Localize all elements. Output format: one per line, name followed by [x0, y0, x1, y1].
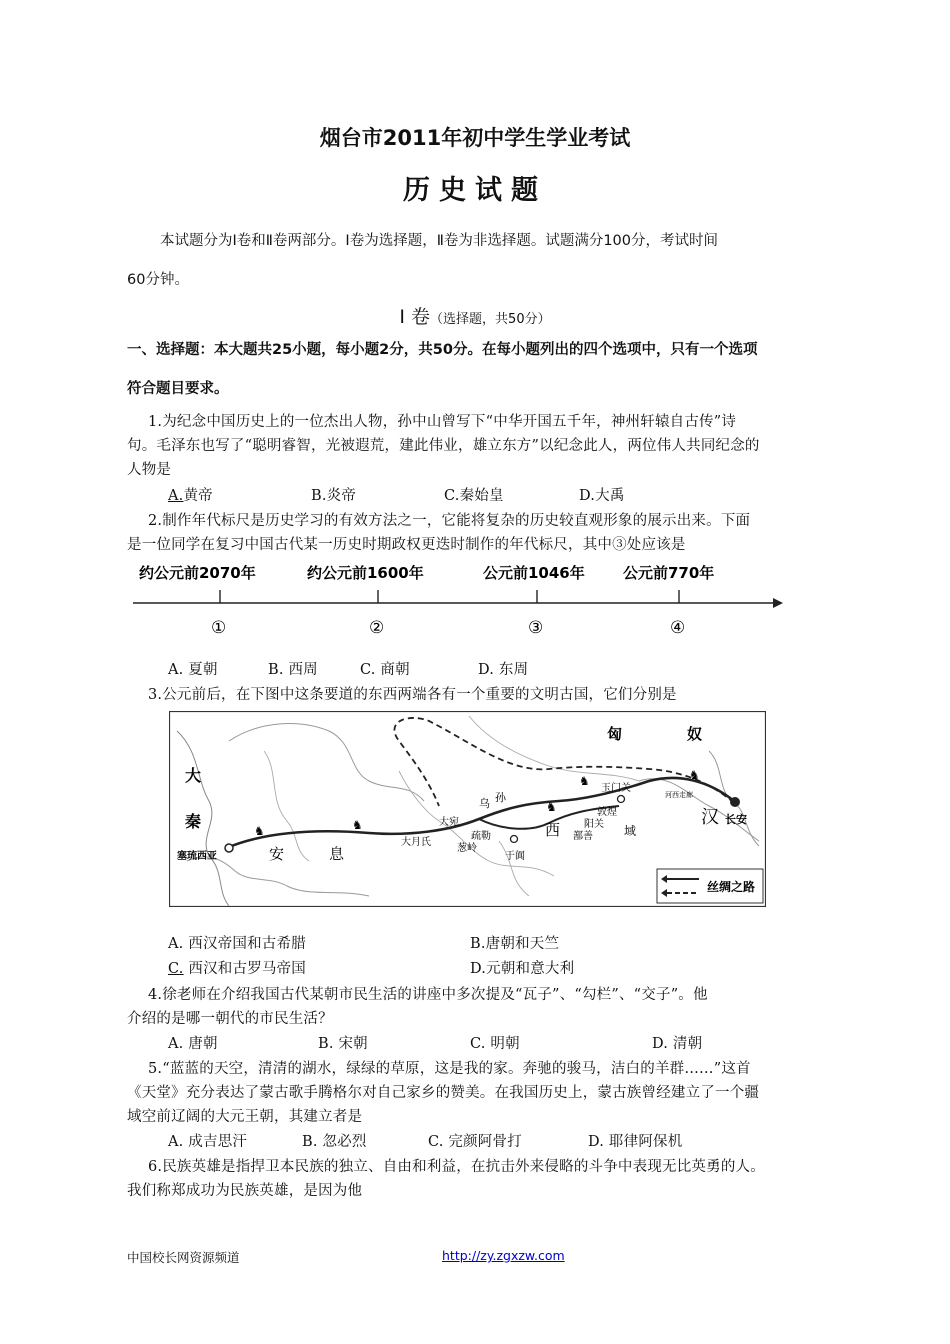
- footer-link[interactable]: http://zy.zgxzw.com: [442, 1248, 565, 1263]
- q2-option-d: D. 东周: [478, 662, 529, 678]
- silk-road-map: [169, 711, 766, 907]
- q5-option-b: B. 忽必烈: [302, 1134, 367, 1150]
- camel-icon: ♞: [352, 818, 363, 832]
- camel-icon: ♞: [254, 824, 265, 838]
- q1-option-d: D.大禹: [579, 488, 625, 504]
- q1-option-a-text: 黄帝: [183, 488, 213, 504]
- timeline-label-1: 约公元前2070年: [139, 564, 256, 582]
- q3-option-c-letter: C.: [168, 961, 184, 977]
- exam-title: 烟台市2011年初中学生学业考试: [319, 126, 631, 150]
- q3-option-c-text: 西汉和古罗马帝国: [188, 961, 307, 977]
- city-marker-yutian: [511, 836, 518, 843]
- q1-option-a-letter: A.: [168, 488, 184, 504]
- intro-line-1: 本试题分为Ⅰ卷和Ⅱ卷两部分。Ⅰ卷为选择题，Ⅱ卷为非选择题。试题满分100分，考试时间: [160, 233, 718, 249]
- map-label-changan: 长安: [725, 813, 747, 826]
- instruction-line-1: 一、选择题：本大题共25小题，每小题2分，共50分。在每小题列出的四个选项中，只有一个选项: [127, 342, 758, 358]
- q1-line-1: 1.为纪念中国历史上的一位杰出人物，孙中山曾写下“中华开国五千年，神州轩辕自古传”诗: [148, 414, 737, 430]
- q5-option-a: A. 成吉思汗: [168, 1134, 248, 1150]
- map-label-qin: 秦: [185, 812, 202, 831]
- city-marker-changan: [730, 797, 740, 807]
- map-label-yutian: 于阗: [505, 851, 525, 862]
- map-label-dawan: 大宛: [439, 817, 459, 828]
- q6-line-2: 我们称郑成功为民族英雄，是因为他: [127, 1183, 363, 1199]
- map-label-da: 大: [185, 766, 202, 785]
- q3-option-a: A. 西汉帝国和古希腊: [168, 936, 306, 952]
- q3-option-b: B.唐朝和天竺: [470, 936, 560, 952]
- camel-icon: ♞: [689, 768, 700, 782]
- timeline-arrow-icon: [773, 598, 783, 608]
- timeline-ruler: [127, 556, 787, 646]
- section-heading: [0, 302, 950, 329]
- q4-option-b: B. 宋朝: [318, 1036, 368, 1052]
- intro-line-2: 60分钟。: [127, 272, 189, 288]
- map-label-xiongnu-1: 匈: [607, 725, 623, 743]
- map-label-yu: 域: [624, 824, 637, 838]
- map-label-wusun-2: 孙: [495, 791, 506, 804]
- map-label-congling: 葱岭: [457, 843, 477, 854]
- q3-stem: 3.公元前后，在下图中这条要道的东西两端各有一个重要的文明古国，它们分别是: [148, 687, 677, 703]
- map-label-xi-region: 西: [545, 821, 561, 839]
- map-label-xi: 息: [329, 845, 345, 863]
- q2-option-a: A. 夏朝: [168, 662, 218, 678]
- city-marker-sailuxiya: [225, 844, 233, 852]
- map-label-shanshan: 鄯善: [573, 831, 593, 842]
- map-label-dayuezhi: 大月氏: [401, 837, 431, 848]
- q2-line-1: 2.制作年代标尺是历史学习的有效方法之一，它能将复杂的历史较直观形象的展示出来。下面: [148, 513, 751, 529]
- q5-line-2: 《天堂》充分表达了蒙古歌手腾格尔对自己家乡的赞美。在我国历史上，蒙古族曾经建立了一个疆: [127, 1085, 760, 1101]
- q4-option-c: C. 明朝: [470, 1036, 520, 1052]
- q4-option-a: A. 唐朝: [168, 1036, 218, 1052]
- map-label-xiongnu-2: 奴: [687, 725, 703, 743]
- q1-line-3: 人物是: [127, 462, 172, 478]
- legend-label: 丝绸之路: [707, 880, 756, 894]
- q5-line-1: 5.“蓝蓝的天空，清清的湖水，绿绿的草原，这是我的家。奔驰的骏马，洁白的羊群……”这首: [148, 1061, 751, 1077]
- camel-icon: ♞: [579, 774, 590, 788]
- footer-source: 中国校长网资源频道: [127, 1250, 240, 1265]
- timeline-label-4: 公元前770年: [623, 564, 715, 582]
- q5-option-c: C. 完颜阿骨打: [428, 1134, 522, 1150]
- q1-line-2: 句。毛泽东也写了“聪明睿智，光被遐荒，建此伟业，雄立东方”以纪念此人，两位伟人共同纪念的: [127, 438, 760, 454]
- q1-option-b: B.炎帝: [311, 488, 357, 504]
- q5-option-d: D. 耶律阿保机: [588, 1134, 683, 1150]
- timeline-marker-2: ②: [369, 618, 385, 638]
- map-label-han: 汉: [701, 807, 719, 828]
- timeline-label-3: 公元前1046年: [483, 564, 585, 582]
- timeline-marker-3: ③: [528, 618, 544, 638]
- timeline-marker-1: ①: [211, 618, 227, 638]
- map-label-an: 安: [269, 845, 285, 863]
- q3-option-c: [168, 957, 306, 978]
- timeline-label-2: 约公元前1600年: [307, 564, 424, 582]
- map-label-shule: 疏勒: [471, 831, 491, 842]
- city-marker-dunhuang: [618, 796, 625, 803]
- q3-option-d: D.元朝和意大利: [470, 961, 575, 977]
- map-label-sailuxiya: 塞琉西亚: [177, 851, 217, 862]
- instruction-line-2: 符合题目要求。: [127, 381, 229, 397]
- q2-line-2: 是一位同学在复习中国古代某一历史时期政权更迭时制作的年代标尺，其中③处应该是: [127, 537, 686, 553]
- map-label-hexi: 河西走廊: [665, 791, 693, 799]
- q4-option-d: D. 清朝: [652, 1036, 703, 1052]
- q2-option-c: C. 商朝: [360, 662, 410, 678]
- map-label-yangguan: 阳关: [584, 819, 604, 830]
- subject-title: 历史试题: [403, 175, 547, 206]
- map-label-yumenguan: 玉门关: [601, 783, 631, 794]
- section-note: （选择题，共50分）: [430, 312, 551, 327]
- q4-line-2: 介绍的是哪一朝代的市民生活？: [127, 1011, 333, 1027]
- section-roman: Ⅰ 卷: [399, 306, 431, 328]
- map-label-wusun-1: 乌: [479, 797, 490, 810]
- q2-option-b: B. 西周: [268, 662, 318, 678]
- q1-option-c: C.秦始皇: [444, 488, 504, 504]
- map-label-dunhuang: 敦煌: [597, 807, 617, 818]
- q1-option-a: [168, 484, 213, 505]
- q4-line-1: 4.徐老师在介绍我国古代某朝市民生活的讲座中多次提及“瓦子”、“勾栏”、“交子”。他: [148, 987, 708, 1003]
- q6-line-1: 6.民族英雄是指捍卫本民族的独立、自由和利益，在抗击外来侵略的斗争中表现无比英勇的人。: [148, 1159, 765, 1175]
- timeline-marker-4: ④: [670, 618, 686, 638]
- q5-line-3: 域空前辽阔的大元王朝，其建立者是: [127, 1109, 363, 1125]
- camel-icon: ♞: [546, 800, 557, 814]
